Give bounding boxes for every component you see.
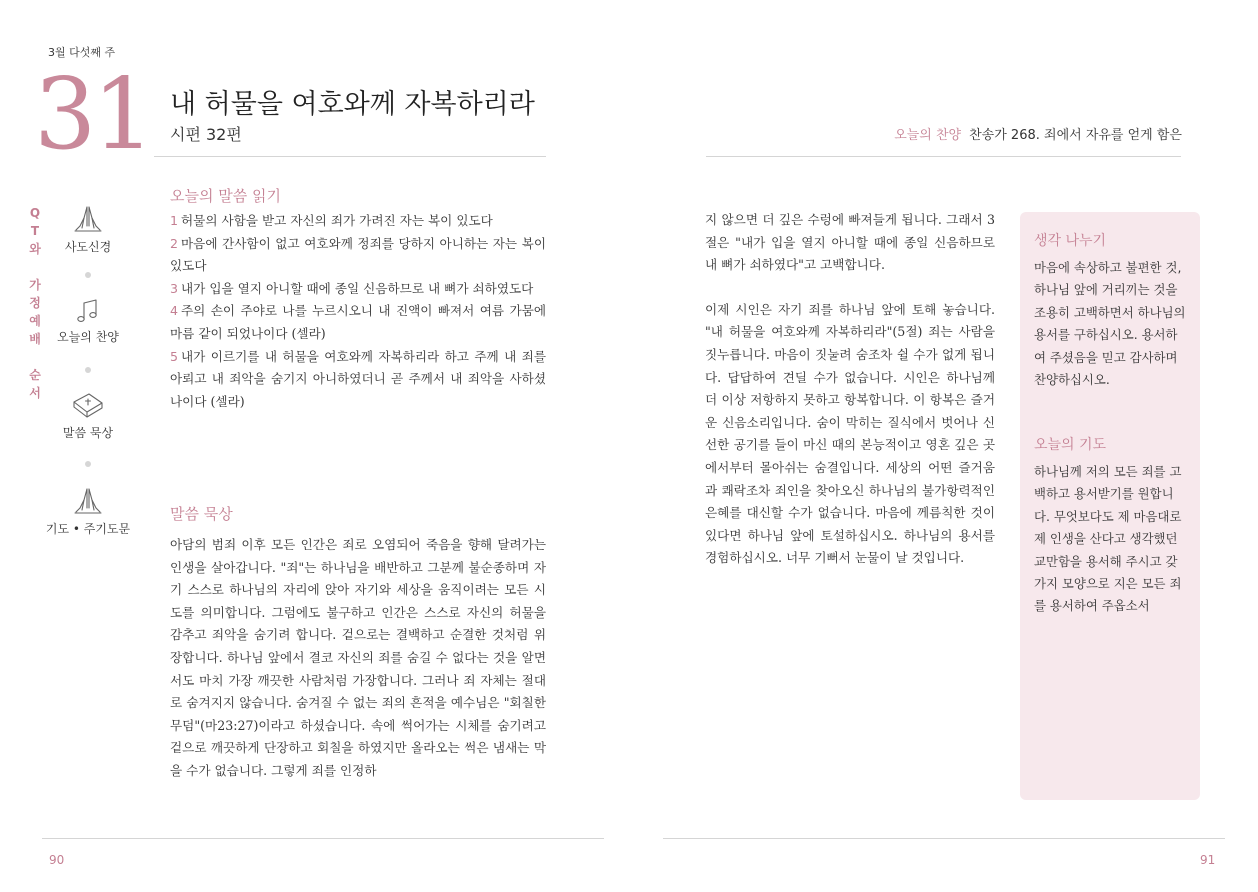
praying-hands-icon bbox=[71, 486, 105, 516]
vertical-title-char bbox=[28, 258, 42, 276]
sidebar-item-apostles-creed bbox=[38, 204, 138, 255]
verse bbox=[170, 278, 546, 301]
verse-text: 허물의 사함을 받고 자신의 죄가 가려진 자는 복이 있도다 bbox=[181, 213, 493, 228]
prayer-text: 하나님께 저의 모든 죄를 고백하고 용서받기를 원합니다. 무엇보다도 제 마음대로 제 인생을 산다고 생각했던 교만함을 용서해 주시고 갖가지 모양으로 지은 모든 죄를 용서하여 주옵소서 bbox=[1034, 464, 1182, 614]
week-label: 3월 다섯째 주 bbox=[48, 46, 116, 59]
sidebar-item-todays-hymn bbox=[38, 298, 138, 345]
reflection-box bbox=[1020, 212, 1200, 800]
verse bbox=[170, 210, 546, 233]
scripture-reference: 시편 32편 bbox=[170, 125, 242, 144]
vertical-title-char: T bbox=[30, 224, 40, 238]
hymn-label: 오늘의 찬양 bbox=[894, 128, 962, 143]
verse bbox=[170, 233, 546, 278]
verse bbox=[170, 300, 546, 345]
meditation-text: 아담의 범죄 이후 모든 인간은 죄로 오염되어 죽음을 향해 달려가는 인생을 살아갑니다. "죄"는 하나님을 배반하고 그분께 불순종하며 자기 스스로 하나님의 자리에 앉아 자기와 세상을 움직이려는 모든 시도를 의미합니다. 그럼에도 불구하고 인간은 스스로 자신의 허물을 감추고 죄악을 숨기려 합니다. 겉으로는 결백하고 순결한 것처럼 위장합니다. 하나님 앞에서 결코 자신의 죄를 숨길 수 없다는 것을 알면서도 마치 가장 깨끗한 사람처럼 가장합니다. 그러나 죄 자체는 절대로 숨겨지지 않습니다. 숨겨질 수 없는 죄의 흔적을 예수님은 "회칠한 무덤"(마23:27)이라고 하셨습니다. 속에 썩어가는 시체를 숨기려고 겉으로 깨끗하게 단장하고 회칠을 하였지만 올라오는 썩은 냄새는 막을 수가 없습니다. 그렇게 죄를 인정하 bbox=[170, 537, 546, 778]
verse-number: 3 bbox=[170, 280, 179, 296]
verse-text: 마음에 간사함이 없고 여호와께 정죄를 당하지 아니하는 자는 복이 있도다 bbox=[170, 235, 546, 274]
page-number-left: 90 bbox=[49, 853, 65, 867]
bible-book-icon bbox=[71, 390, 105, 420]
vertical-title-char: 와 bbox=[29, 242, 41, 256]
vertical-title-char: 예 bbox=[29, 314, 41, 328]
sidebar-separator-dot bbox=[85, 272, 91, 278]
todays-hymn bbox=[894, 124, 1182, 143]
share-text: 마음에 속상하고 불편한 것, 하나님 앞에 거리끼는 것을 조용히 고백하면서 하나님의 용서를 구하십시오. 용서하여 주셨음을 믿고 감사하며 찬양하십시오. bbox=[1034, 260, 1186, 388]
day-number: 31 bbox=[34, 58, 151, 172]
page-title: 내 허물을 여호와께 자복하리라 bbox=[170, 89, 535, 120]
footer-divider-right bbox=[663, 838, 1225, 839]
verse-number: 4 bbox=[170, 303, 179, 319]
vertical-title-char: 배 bbox=[29, 332, 41, 346]
vertical-title-char: 가 bbox=[29, 278, 41, 292]
sidebar-item-label: 말씀 묵상 bbox=[62, 426, 114, 440]
footer-divider-left bbox=[42, 838, 604, 839]
sidebar-item-meditation bbox=[38, 390, 138, 441]
sidebar-item-label: 사도신경 bbox=[64, 240, 112, 254]
verse-text: 내가 입을 열지 아니할 때에 종일 신음하므로 내 뼈가 쇠하였도다 bbox=[181, 280, 534, 296]
vertical-title-char: 서 bbox=[29, 386, 41, 400]
vertical-title-char: 정 bbox=[29, 296, 41, 310]
verse-number: 5 bbox=[170, 348, 179, 364]
header-divider-left bbox=[154, 156, 546, 157]
reading-verses bbox=[170, 210, 546, 413]
vertical-title-char: Q bbox=[29, 206, 41, 220]
header-divider-right bbox=[706, 156, 1181, 157]
vertical-title-char: 순 bbox=[29, 368, 41, 382]
sidebar-item-label: 기도 • 주기도문 bbox=[45, 522, 131, 536]
meditation-paragraph: 지 않으면 더 깊은 수렁에 빠져들게 됩니다. 그래서 3절은 "내가 입을 열지 아니할 때에 종일 신음하므로 내 뼈가 쇠하였다"고 고백합니다. bbox=[705, 212, 995, 273]
meditation-paragraph: 이제 시인은 자기 죄를 하나님 앞에 토해 놓습니다. "내 허물을 여호와께 자복하리라"(5절) 죄는 사람을 짓누릅니다. 마음이 짓눌려 숨조차 쉴 수가 없게 됩니다. 답답하여 견딜 수가 없습니다. 시인은 하나님께 더 이상 저항하지 못하고 항복합니다. 이 항복은 즐거운 신음소리입니다. 숨이 막히는 질식에서 벗어나 신선한 공기를 들이 마신 때의 본능적이고 영혼 깊은 곳에서부터 몰아쉬는 숨결입니다. 세상의 어떤 즐거움과 쾌락조차 죄인을 찾아오신 하나님의 불가항력적인 은혜를 대신할 수가 없습니다. 마음에 께름칙한 것이 있다면 하나님 앞에 토설하십시오. 하나님의 용서를 경험하십시오. 너무 기뻐서 눈물이 날 것입니다. bbox=[705, 301, 995, 566]
verse-text: 주의 손이 주야로 나를 누르시오니 내 진액이 빠져서 여름 가뭄에 마름 같이 되었나이다 (셀라) bbox=[170, 303, 546, 341]
sidebar-separator-dot bbox=[85, 367, 91, 373]
reading-heading: 오늘의 말씀 읽기 bbox=[170, 187, 281, 205]
share-heading: 생각 나누기 bbox=[1034, 233, 1107, 249]
verse bbox=[170, 346, 546, 414]
prayer-heading: 오늘의 기도 bbox=[1034, 437, 1107, 453]
meditation-continued bbox=[705, 209, 995, 592]
verse-number: 1 bbox=[170, 213, 179, 228]
meditation-heading: 말씀 묵상 bbox=[170, 505, 233, 523]
praying-hands-icon bbox=[71, 204, 105, 234]
verse-number: 2 bbox=[170, 235, 179, 251]
page-number-right: 91 bbox=[1200, 853, 1216, 867]
music-note-icon bbox=[71, 298, 105, 324]
sidebar-item-prayer bbox=[38, 486, 138, 537]
sidebar-separator-dot bbox=[85, 461, 91, 467]
verse-text: 내가 이르기를 내 허물을 여호와께 자복하리라 하고 주께 내 죄를 아뢰고 내 죄악을 숨기지 아니하였더니 곧 주께서 내 죄악을 사하셨나이다 (셀라) bbox=[170, 348, 546, 409]
hymn-title: 찬송가 268. 죄에서 자유를 얻게 함은 bbox=[969, 128, 1182, 143]
vertical-title-char bbox=[28, 348, 42, 366]
sidebar-item-label: 오늘의 찬양 bbox=[57, 330, 119, 344]
